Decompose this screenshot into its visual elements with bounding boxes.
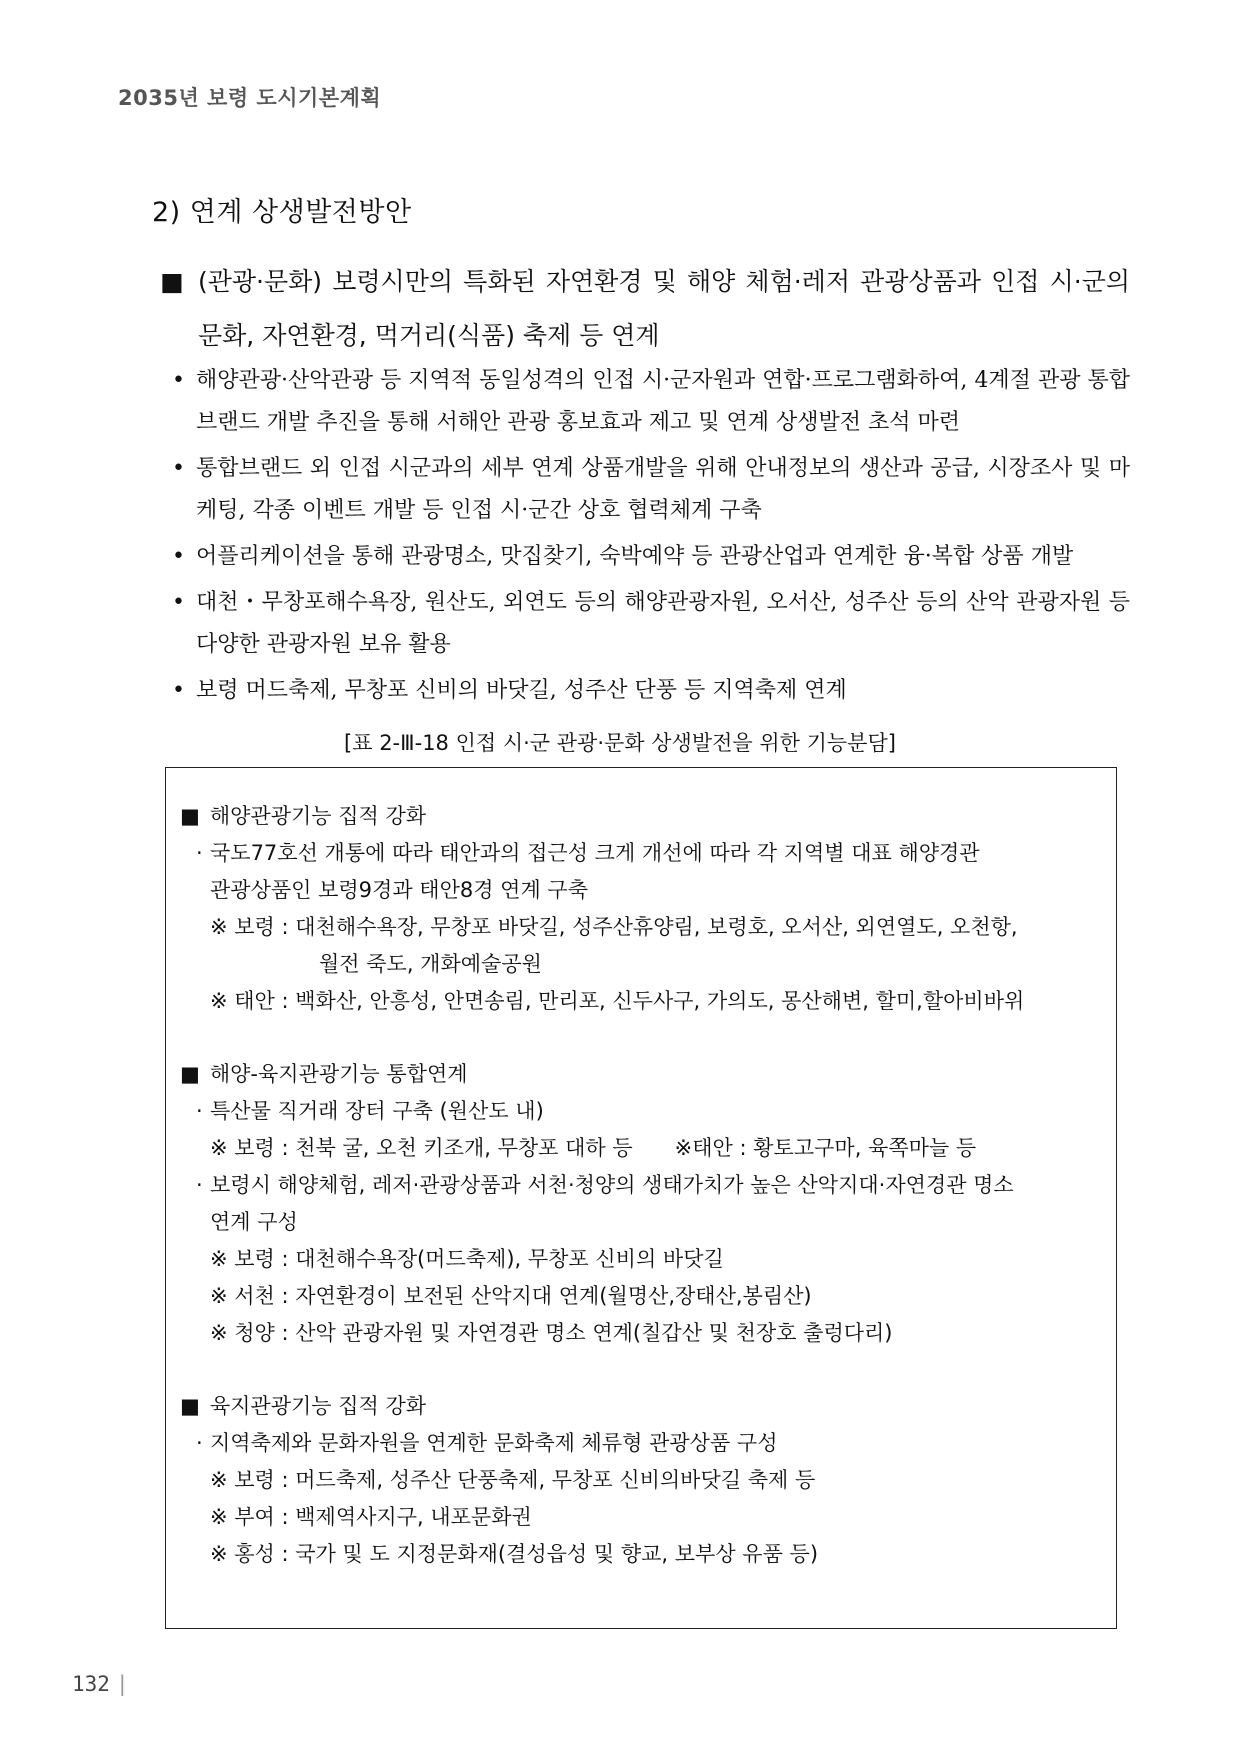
table-row: 연계 구성 [210,1210,298,1234]
square-bullet-icon: ■ [180,804,200,828]
table-note: ※ 보령 : 머드축제, 성주산 단풍축제, 무창포 신비의바닷길 축제 등 [210,1468,816,1492]
group-title [180,1056,1102,1093]
page-number-value: 132 [72,1672,110,1696]
group-title-text: 해양관광기능 집적 강화 [209,804,427,828]
table-note: ※ 홍성 : 국가 및 도 지정문화재(결성읍성 및 향교, 보부상 유품 등) [210,1542,819,1566]
table-note: ※ 보령 : 대천해수욕장(머드축제), 무창포 신비의 바닷길 [210,1247,724,1271]
table-row: 관광상품인 보령9경과 태안8경 연계 구축 [210,878,588,902]
running-header: 2035년 보령 도시기본계획 [118,86,382,110]
table-note: ※ 태안 : 백화산, 안흥성, 안면송림, 만리포, 신두사구, 가의도, 몽산해변, 할미,할아비바위 [210,989,1025,1013]
bullet-item: • 어플리케이션을 통해 관광명소, 맛집찾기, 숙박예약 등 관광산업과 연계한 융·복합 상품 개발 [172,536,1130,578]
group-marine [180,798,1102,1020]
lead-paragraph [160,255,1130,363]
table-row: · 특산물 직거래 장터 구축 (원산도 내) [180,1093,1102,1130]
table-caption: [표 2-Ⅲ-18 인접 시·군 관광·문화 상생발전을 위한 기능분담] [344,731,896,755]
group-title [180,798,1102,835]
table-row: · 보령시 해양체험, 레저·관광상품과 서천·청양의 생태가치가 높은 산악지대·자연경관 명소 [180,1167,1102,1204]
table-row: · 지역축제와 문화자원을 연계한 문화축제 체류형 관광상품 구성 [180,1425,1102,1462]
page-separator: | [115,1672,129,1696]
group-land [180,1388,1102,1573]
bullet-item: • 통합브랜드 외 인접 시군과의 세부 연계 상품개발을 위해 안내정보의 생산과 공급, 시장조사 및 마케팅, 각종 이벤트 개발 등 인접 시·군간 상호 협력체계 구축 [172,448,1130,532]
function-table-box [165,767,1117,1629]
table-note: 월전 죽도, 개화예술공원 [319,952,542,976]
bullet-item: • 대천・무창포해수욕장, 원산도, 외연도 등의 해양관광자원, 오서산, 성주산 등의 산악 관광자원 등 다양한 관광자원 보유 활용 [172,582,1130,666]
table-content [180,798,1102,1609]
group-title [180,1388,1102,1425]
section-heading: 2) 연계 상생발전방안 [152,197,412,228]
group-title-text: 해양-육지관광기능 통합연계 [209,1062,468,1086]
table-row: · 국도77호선 개통에 따라 태안과의 접근성 크게 개선에 따라 각 지역별 대표 해양경관 [180,835,1102,872]
table-note: ※ 보령 : 천북 굴, 오천 키조개, 무창포 대하 등 ※태안 : 황토고구마, 육쪽마늘 등 [210,1136,977,1160]
page-number [72,1672,129,1696]
bullet-list [172,360,1130,716]
table-note: ※ 서천 : 자연환경이 보전된 산악지대 연계(월명산,장태산,봉림산) [210,1284,812,1308]
square-bullet-icon: ■ [160,267,184,296]
group-marine-land [180,1056,1102,1352]
table-note: ※ 청양 : 산악 관광자원 및 자연경관 명소 연계(칠갑산 및 천장호 출렁다리) [210,1321,893,1345]
square-bullet-icon: ■ [180,1394,200,1418]
bullet-item: • 보령 머드축제, 무창포 신비의 바닷길, 성주산 단풍 등 지역축제 연계 [172,670,1130,712]
lead-text: (관광·문화) 보령시만의 특화된 자연환경 및 해양 체험·레저 관광상품과 인접 시·군의 문화, 자연환경, 먹거리(식품) 축제 등 연계 [198,267,1130,350]
square-bullet-icon: ■ [180,1062,200,1086]
group-title-text: 육지관광기능 집적 강화 [209,1394,427,1418]
table-note: ※ 보령 : 대천해수욕장, 무창포 바닷길, 성주산휴양림, 보령호, 오서산, 외연열도, 오천항, [210,915,1018,939]
bullet-item: • 해양관광·산악관광 등 지역적 동일성격의 인접 시·군자원과 연합·프로그램화하여, 4계절 관광 통합 브랜드 개발 추진을 통해 서해안 관광 홍보효과 제고 및 연계 상생발전 초석 마련 [172,360,1130,444]
table-note: ※ 부여 : 백제역사지구, 내포문화권 [210,1505,532,1529]
